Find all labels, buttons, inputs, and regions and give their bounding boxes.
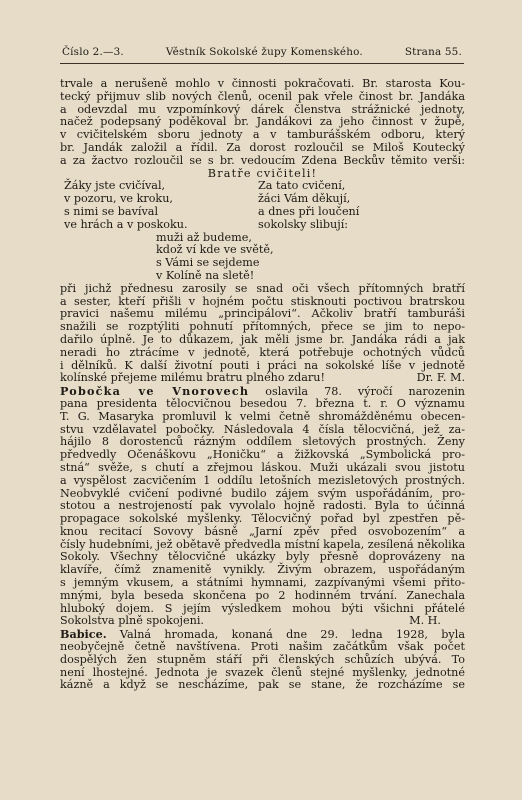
text-line: snažili se rozptýliti pohnutí přítomných, přece se jim to nepo- — [60, 320, 465, 334]
text-line: pravici našemu milému „principálovi“. Ačkoliv bratří tamburáši — [60, 307, 465, 321]
text-line: předvedly Očenáškovu „Honičku“ a žižkovská „Symbolická pro- — [60, 448, 465, 462]
text-line: není lhostejné. Jednota je svazek členů stejné myšlenky, jednotné — [60, 665, 465, 679]
paragraph-farewell — [60, 78, 465, 168]
text-line: knou recitací Sovovy básně „Jarní zpěv před osvobozením“ a — [60, 524, 465, 538]
text-line: čísly hudebními, jež obětavě předvedla místní kapela, zesílená několika — [60, 537, 466, 551]
signature-initials: Dr. F. M. — [416, 371, 465, 385]
page-number: Strana 55. — [404, 46, 462, 58]
text-line: Sokolstva plně spokojeni. — [60, 614, 204, 628]
poem-heading: Bratře cvičiteli! — [207, 166, 318, 180]
text-line: dařilo úplně. Je to důkazem, jak měli jsme br. Jandáka rádi a jak — [60, 332, 465, 346]
text-line: stvu vzdělavatel pobočky. Následovala 4 čísla tělocvičná, jež za- — [60, 422, 465, 436]
poem-verse-closing: s Vámi se sejdeme — [156, 256, 260, 270]
poem-verse-left: v pozoru, ve kroku, — [64, 192, 173, 206]
poem-row — [60, 206, 465, 219]
poem-verse-left: Žáky jste cvičíval, — [64, 179, 166, 193]
paragraph-after-poem — [60, 283, 465, 385]
text-line: a vyspělost zacvičením 1 oddílu letošních mezisletových prostných. — [60, 473, 465, 487]
closing-line — [60, 615, 465, 628]
text-line: pana presidenta tělocvičnou besedou 7. března t. r. O významu — [60, 396, 465, 410]
poem — [60, 180, 465, 282]
poem-verse-left: s nimi se bavíval — [64, 204, 159, 218]
running-header — [62, 46, 462, 58]
poem-verse-right: a dnes při loučení — [258, 204, 360, 218]
text-line: dospělých žen stupněm stáří při členských schůzích ubývá. To — [60, 652, 465, 666]
text-line: s jemným vkusem, a státními hymnami, zazpívanými všemi přito- — [60, 576, 465, 590]
text-fragment: Valná hromada, konaná dne 29. ledna 1928, byla — [119, 628, 465, 642]
poem-verse-right: Za tato cvičení, — [258, 179, 346, 193]
text-line: Neobvyklé cvičení podivné budilo zájem svým uspořádáním, pro- — [60, 486, 465, 500]
article-body — [60, 78, 465, 692]
section-first-line — [60, 385, 465, 398]
text-line: načež podepsaný poděkoval br. Jandákovi za jeho činnost v župě, — [60, 115, 465, 129]
poem-verse-closing: muži až budeme, — [156, 230, 252, 244]
poem-verse-right: sokolsky slibují: — [258, 217, 349, 231]
text-line: při jichž přednesu zarosily se snad oči všech přítomných bratří — [60, 281, 465, 295]
section-vnorovy — [60, 385, 465, 628]
section-babice — [60, 628, 465, 692]
signature-initials: M. H. — [409, 614, 441, 628]
text-fragment: oslavila 78. výročí narozenin — [265, 385, 465, 399]
text-line: stotou a nestrojeností pak vyvolalo hojně radosti. Byla to účinná — [60, 499, 465, 513]
text-line: klavíře, čímž znamenitě vynikly. Živým obrazem, uspořádaným — [60, 563, 465, 577]
text-line: neradi ho ztrácíme v jednotě, která potřebuje ochotných vůdců — [60, 345, 465, 359]
text-line: a sester, kteří přišli v hojném počtu stisknouti poctivou bratrskou — [60, 294, 465, 308]
poem-verse-closing: v Kolíně na sletě! — [156, 268, 255, 282]
text-line: kolínské přejeme milému bratru plného zdaru! — [60, 371, 325, 385]
text-line: a za žactvo rozloučil se s br. vedoucím Zdena Beckův těmito verši: — [60, 153, 465, 167]
poem-verse-right: žáci Vám děkují, — [258, 192, 351, 206]
text-line: Sokoly. Všechny tělocvičné ukázky byly přesně doprovázeny na — [60, 550, 465, 564]
header-rule — [60, 63, 464, 64]
text-line: trvale a nerušeně mohlo v činnosti pokračovati. Br. starosta Kou- — [60, 77, 465, 90]
poem-verse-closing: kdož ví kde ve světě, — [156, 243, 274, 257]
section-title: Babice. — [60, 627, 107, 642]
issue-number: Číslo 2.—3. — [62, 46, 124, 58]
text-line: br. Jandák založil a řídil. Za dorost rozloučil se Miloš Koutecký — [60, 140, 465, 154]
text-line: i dělníků. K další životní pouti i práci na sokolské líše v jednotě — [60, 358, 465, 372]
text-line: propagace sokolské myšlenky. Tělocvičný pořad byl zpestřen pě- — [60, 512, 465, 526]
text-line: hluboký dojem. S jejím výsledkem mohou býti všichni přátelé — [60, 601, 465, 615]
text-line: a odevzdal mu vzpomínkový dárek členstva strážnické jednoty, — [60, 102, 465, 116]
poem-verse-left: ve hrách a v poskoku. — [64, 217, 188, 231]
text-line: kázně a když se nescházíme, pak se stane, že rozcházíme se — [60, 678, 465, 692]
text-line: hájilo 8 dorostenců rázným oddílem sletových prostných. Ženy — [60, 435, 465, 449]
section-title: Pobočka ve Vnorovech — [60, 384, 250, 399]
poem-row — [60, 219, 465, 232]
text-line: v cvičitelském sboru jednoty a v tamburášském odboru, který — [60, 128, 465, 142]
text-line: T. G. Masaryka promluvil k velmi četně shromážděnému obecen- — [60, 409, 465, 423]
text-line: stná“ svěže, s chutí a zřejmou láskou. Muži ukázali svou jistotu — [60, 460, 465, 474]
journal-title: Věstník Sokolské župy Komenského. — [165, 46, 363, 58]
text-line: tecký přijmuv slib nových členů, ocenil pak vřele činost br. Jandáka — [60, 89, 465, 103]
text-line: neobyčejně četně navštívena. Proti našim začátkům však počet — [60, 640, 465, 654]
text-line: mnými, byla beseda skončena po 2 hodinném trvání. Zanechala — [60, 588, 465, 602]
